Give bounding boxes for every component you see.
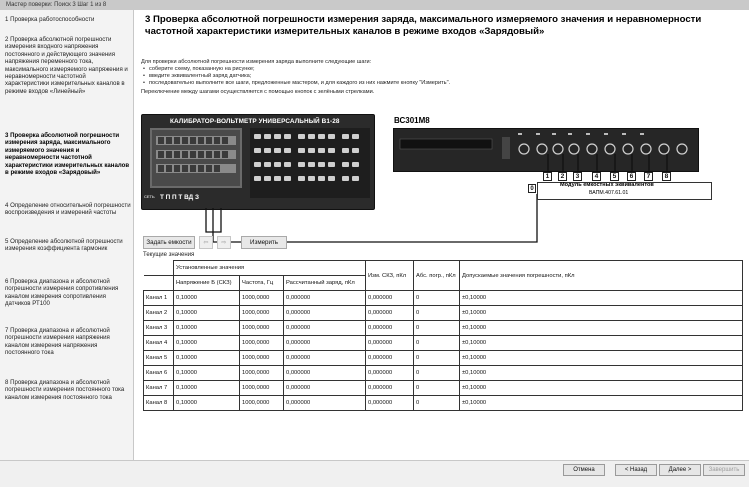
table-row: [144, 291, 743, 306]
channel-number-3: 3: [573, 172, 582, 181]
channel-number-0: 0: [528, 184, 536, 193]
steps-sidebar: [0, 10, 134, 460]
step-5[interactable]: 5 Определение абсолютной погрешности измерения коэффициента гармоник: [5, 238, 123, 253]
table-cell: Канал 8: [144, 396, 174, 411]
table-cell: 0: [414, 381, 460, 396]
calibrator-keypad: [250, 128, 370, 198]
channel-number-5: 5: [610, 172, 619, 181]
channel-number-6: 6: [627, 172, 636, 181]
col-header: Допускаемые значения погрешности, пКл: [460, 261, 743, 291]
table-cell: 0: [414, 351, 460, 366]
bullet-icon: •: [143, 73, 145, 79]
table-cell: 0: [414, 336, 460, 351]
table-cell: 0,000000: [284, 306, 366, 321]
table-cell: 0,000000: [366, 366, 414, 381]
table-cell: Канал 1: [144, 291, 174, 306]
table-cell: 1000,0000: [240, 321, 284, 336]
power-label: СЕТЬ: [144, 194, 155, 199]
calibrator-terminals: Т П П Т ВД З: [160, 194, 199, 201]
table-cell: ±0,10000: [460, 366, 743, 381]
step-1[interactable]: 1 Проверка работоспособности: [5, 16, 95, 23]
table-cell: Канал 2: [144, 306, 174, 321]
bullet-icon: •: [143, 80, 145, 86]
calibrator-device: [141, 114, 375, 210]
table-cell: 0,000000: [366, 381, 414, 396]
main-panel: [135, 10, 749, 460]
table-row: [144, 321, 743, 336]
table-cell: 0,10000: [174, 336, 240, 351]
intro-text: Для проверки абсолютной погрешности измерения заряда выполните следующие шаги:: [141, 59, 372, 65]
table-cell: Канал 6: [144, 366, 174, 381]
table-cell: 0,000000: [366, 321, 414, 336]
table-cell: Канал 5: [144, 351, 174, 366]
table-cell: 0,000000: [366, 396, 414, 411]
step-8[interactable]: 8 Проверка диапазона и абсолютной погрешности измерения постоянного тока каналом измерения постоянного тока: [5, 379, 125, 401]
table-cell: 0: [414, 396, 460, 411]
col-header: Абс. погр., пКл: [414, 261, 460, 291]
instruction-1: соберите схему, показанную на рисунке;: [149, 66, 255, 72]
table-cell: ±0,10000: [460, 321, 743, 336]
table-cell: ±0,10000: [460, 381, 743, 396]
table-cell: 0,10000: [174, 291, 240, 306]
current-values-label: Текущие значения: [143, 252, 195, 258]
table-cell: ±0,10000: [460, 396, 743, 411]
step-3[interactable]: 3 Проверка абсолютной погрешности измерения заряда, максимального измеряемого значения и неравномерности частотной характеристики измерительных каналов в режиме входов «Зарядовый»: [5, 132, 130, 177]
channel-number-8: 8: [662, 172, 671, 181]
table-cell: 1000,0000: [240, 336, 284, 351]
table-cell: 1000,0000: [240, 396, 284, 411]
instruction-2: введите эквивалентный заряд датчика;: [149, 73, 252, 79]
table-row: [144, 381, 743, 396]
table-cell: Канал 7: [144, 381, 174, 396]
col-header: Рассчитанный заряд, пКл: [284, 276, 366, 291]
table-cell: 0,10000: [174, 306, 240, 321]
table-row: [144, 336, 743, 351]
calibrator-display: [150, 128, 242, 188]
table-cell: ±0,10000: [460, 291, 743, 306]
table-header-row: [144, 261, 743, 276]
channel-number-4: 4: [592, 172, 601, 181]
table-row: [144, 366, 743, 381]
step-4[interactable]: 4 Определение относительной погрешности воспроизведения и измерений частоты: [5, 202, 131, 217]
set-values-header: Установленные значения: [174, 261, 366, 276]
table-cell: 0,000000: [366, 291, 414, 306]
cancel-button[interactable]: Отмена: [563, 464, 605, 476]
table-cell: Канал 4: [144, 336, 174, 351]
prev-arrow-button[interactable]: ⇦: [199, 236, 213, 249]
table-cell: 0,000000: [284, 381, 366, 396]
table-cell: 0: [414, 366, 460, 381]
table-cell: 0: [414, 306, 460, 321]
table-cell: 0: [414, 321, 460, 336]
table-cell: 0,000000: [284, 396, 366, 411]
table-cell: 0: [414, 291, 460, 306]
table-cell: 0,10000: [174, 321, 240, 336]
bullet-icon: •: [143, 66, 145, 72]
results-table: [143, 260, 743, 411]
calibrator-title: КАЛИБРАТОР-ВОЛЬТМЕТР УНИВЕРСАЛЬНЫЙ В1-28: [170, 118, 340, 125]
finish-button[interactable]: Завершить: [703, 464, 745, 476]
channel-number-2: 2: [558, 172, 567, 181]
table-row: [144, 306, 743, 321]
page-title: 3 Проверка абсолютной погрешности измерения заряда, максимального измеряемого значения и неравномерности частотной характеристики измерительных каналов в режиме входов «Зарядовый»: [145, 14, 702, 37]
measure-button[interactable]: Измерить: [241, 236, 287, 249]
window-titlebar: Мастер поверки: Поиск 3 Шаг 1 из 8: [0, 0, 749, 10]
table-cell: Канал 3: [144, 321, 174, 336]
table-cell: 0,000000: [284, 321, 366, 336]
table-cell: 0,000000: [284, 291, 366, 306]
table-cell: 0,000000: [284, 351, 366, 366]
switch-note: Переключение между шагами осуществляется с помощью кнопок с зелёными стрелками.: [141, 89, 375, 95]
table-cell: 0,10000: [174, 396, 240, 411]
table-row: [144, 396, 743, 411]
table-cell: 1000,0000: [240, 291, 284, 306]
next-arrow-button[interactable]: ⇨: [217, 236, 231, 249]
table-cell: 0,10000: [174, 366, 240, 381]
step-6[interactable]: 6 Проверка диапазона и абсолютной погрешности измерения сопротивления каналом измерения сопротивления датчиков РТ100: [5, 278, 119, 308]
table-cell: 0,000000: [284, 366, 366, 381]
col-header: Частота, Гц: [240, 276, 284, 291]
next-button[interactable]: Далее >: [659, 464, 701, 476]
table-cell: 0,10000: [174, 351, 240, 366]
table-cell: ±0,10000: [460, 336, 743, 351]
table-cell: 0,000000: [284, 336, 366, 351]
device-name: ВС301М8: [394, 116, 430, 125]
table-cell: 1000,0000: [240, 351, 284, 366]
table-cell: 1000,0000: [240, 366, 284, 381]
table-cell: 0,000000: [366, 351, 414, 366]
table-cell: 0,000000: [366, 336, 414, 351]
instruction-3: последовательно выполните все шаги, предложенные мастером, и для каждого из них нажмите кнопку "Измерить".: [149, 80, 451, 86]
table-cell: 0,10000: [174, 381, 240, 396]
vc301m8-device: [393, 128, 699, 172]
step-2[interactable]: 2 Проверка абсолютной погрешности измерения входного напряжения постоянного и действующего значения напряжения переменного тока, максимального измеряемого напряжения и неравномерности частотной характеристики измерительных каналов в режиме входов «Линейный»: [5, 36, 128, 95]
table-row: [144, 351, 743, 366]
table-cell: 1000,0000: [240, 381, 284, 396]
module-title: Модуль емкостных эквивалентов: [560, 182, 654, 188]
set-capacity-button[interactable]: Задать емкости: [143, 236, 195, 249]
step-7[interactable]: 7 Проверка диапазона и абсолютной погрешности измерения напряжения каналом измерения напряжения постоянного тока: [5, 327, 110, 357]
table-cell: ±0,10000: [460, 351, 743, 366]
back-button[interactable]: < Назад: [615, 464, 657, 476]
channel-number-1: 1: [543, 172, 552, 181]
col-header: Изм. СКЗ, пКл: [366, 261, 414, 291]
module-code: ВАПМ.407.61.01: [589, 190, 629, 196]
col-header: Напряжение Б (СКЗ): [174, 276, 240, 291]
table-cell: 1000,0000: [240, 306, 284, 321]
table-cell: 0,000000: [366, 306, 414, 321]
channel-number-7: 7: [644, 172, 653, 181]
table-cell: ±0,10000: [460, 306, 743, 321]
